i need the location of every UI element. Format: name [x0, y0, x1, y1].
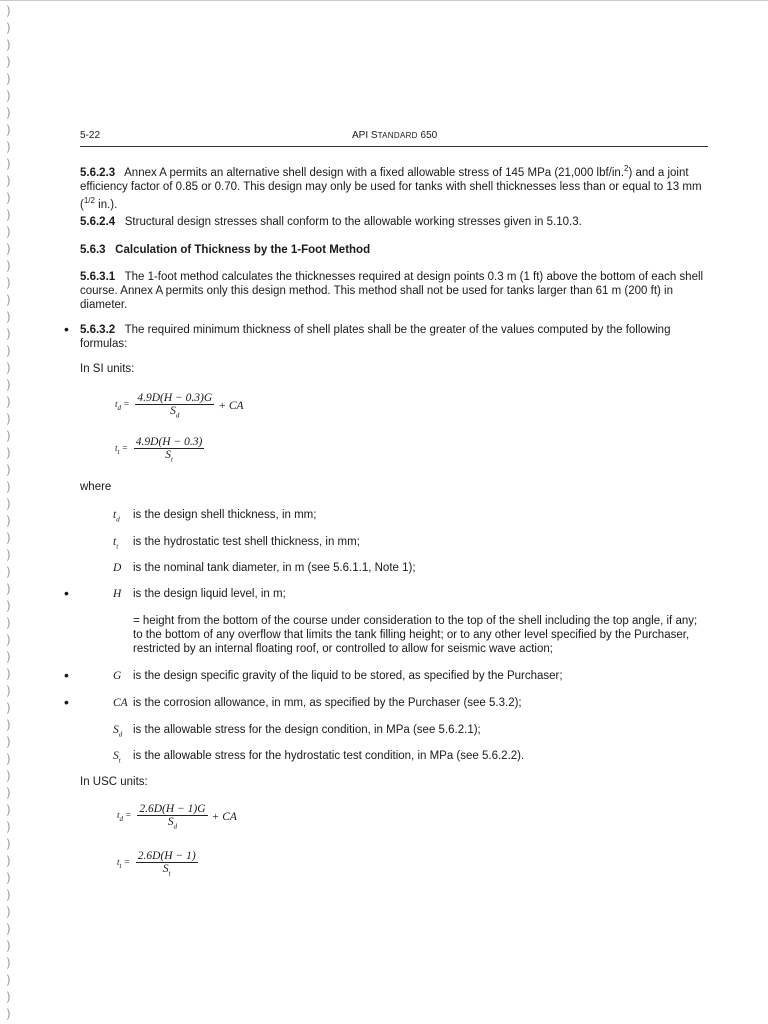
binding-hole-mark: ): [6, 72, 11, 86]
change-bullet: •: [64, 585, 69, 601]
binding-holes-margin: [4, 0, 18, 1024]
binding-hole-mark: ): [6, 378, 11, 392]
binding-hole-mark: ): [6, 361, 11, 375]
binding-hole-mark: ): [6, 259, 11, 273]
binding-hole-mark: ): [6, 446, 11, 460]
binding-hole-mark: ): [6, 548, 11, 562]
binding-hole-mark: ): [6, 939, 11, 953]
binding-hole-mark: ): [6, 344, 11, 358]
binding-hole-mark: ): [6, 990, 11, 1004]
binding-hole-mark: ): [6, 225, 11, 239]
binding-hole-mark: ): [6, 106, 11, 120]
binding-hole-mark: ): [6, 4, 11, 18]
binding-hole-mark: ): [6, 310, 11, 324]
binding-hole-mark: ): [6, 208, 11, 222]
binding-hole-mark: ): [6, 327, 11, 341]
binding-hole-mark: ): [6, 293, 11, 307]
binding-hole-mark: ): [6, 429, 11, 443]
si-units-label: In SI units:: [80, 363, 135, 375]
binding-hole-mark: ): [6, 140, 11, 154]
binding-hole-mark: ): [6, 803, 11, 817]
binding-hole-mark: ): [6, 276, 11, 290]
binding-hole-mark: ): [6, 565, 11, 579]
running-header: API STANDARD 650: [352, 130, 438, 141]
scan-top-edge: [0, 0, 768, 1]
definition-h: H is the design liquid level, in m;: [113, 588, 286, 600]
binding-hole-mark: ): [6, 123, 11, 137]
binding-hole-mark: ): [6, 752, 11, 766]
binding-hole-mark: ): [6, 89, 11, 103]
si-formula-td: $t_d$ = $\frac{4.9D(H - 0.3)G}{S_d}$ + CA: [115, 392, 244, 420]
binding-hole-mark: ): [6, 667, 11, 681]
binding-hole-mark: ): [6, 174, 11, 188]
binding-hole-mark: ): [6, 514, 11, 528]
binding-hole-mark: ): [6, 905, 11, 919]
paragraph-5-6-2-3: 5.6.2.3 Annex A permits an alternative shell design with a fixed allowable stress of 145 MPa (21,000 lbf/in.$^2$) and a joint efficiency factor of 0.85 or 0.70. This design may only be used for tanks with shell thicknesses less than or equal to 13 mm ($^{1/2}$ in.).: [80, 164, 702, 211]
paragraph-5-6-2-4: 5.6.2.4 Structural design stresses shall conform to the allowable working stresses given in 5.10.3.: [80, 216, 582, 228]
si-formula-tt: $t_t$ = $\frac{4.9D(H - 0.3)}{S_t}$: [115, 436, 203, 464]
binding-hole-mark: ): [6, 820, 11, 834]
binding-hole-mark: ): [6, 701, 11, 715]
binding-hole-mark: ): [6, 786, 11, 800]
definition-d: D is the nominal tank diameter, in m (see 5.6.1.1, Note 1);: [113, 562, 416, 574]
binding-hole-mark: ): [6, 888, 11, 902]
binding-hole-mark: ): [6, 735, 11, 749]
binding-hole-mark: ): [6, 463, 11, 477]
binding-hole-mark: ): [6, 956, 11, 970]
definition-tt: $t_t$ is the hydrostatic test shell thickness, in mm;: [113, 536, 360, 551]
definition-g: G is the design specific gravity of the liquid to be stored, as specified by the Purchaser;: [113, 670, 563, 682]
usc-formula-tt: $t_t$ = $\frac{2.6D(H - 1)}{S_t}$: [117, 850, 196, 878]
binding-hole-mark: ): [6, 55, 11, 69]
header-rule: [80, 146, 708, 147]
change-bullet: •: [64, 667, 69, 683]
binding-hole-mark: ): [6, 616, 11, 630]
binding-hole-mark: ): [6, 599, 11, 613]
change-bullet: •: [64, 694, 69, 710]
binding-hole-mark: ): [6, 837, 11, 851]
binding-hole-mark: ): [6, 684, 11, 698]
binding-hole-mark: ): [6, 157, 11, 171]
binding-hole-mark: ): [6, 1007, 11, 1021]
binding-hole-mark: ): [6, 497, 11, 511]
binding-hole-mark: ): [6, 21, 11, 35]
binding-hole-mark: ): [6, 718, 11, 732]
binding-hole-mark: ): [6, 854, 11, 868]
binding-hole-mark: ): [6, 531, 11, 545]
binding-hole-mark: ): [6, 650, 11, 664]
definition-h-continuation: = height from the bottom of the course under consideration to the top of the shell including the top angle, if any; to the bottom of any overflow that limits the tank filling height; or to any other level specified by the Purchaser, restricted by an internal floating roof, or controlled to allow for seismic wave action;: [133, 615, 698, 655]
binding-hole-mark: ): [6, 480, 11, 494]
paragraph-5-6-3-2: 5.6.3.2 The required minimum thickness of shell plates shall be the greater of the values computed by the following formulas:: [80, 324, 671, 350]
binding-hole-mark: ): [6, 769, 11, 783]
binding-hole-mark: ): [6, 191, 11, 205]
binding-hole-mark: ): [6, 871, 11, 885]
page-number: 5-22: [80, 130, 101, 141]
binding-hole-mark: ): [6, 38, 11, 52]
binding-hole-mark: ): [6, 633, 11, 647]
binding-hole-mark: ): [6, 973, 11, 987]
binding-hole-mark: ): [6, 582, 11, 596]
definition-ca: CA is the corrosion allowance, in mm, as specified by the Purchaser (see 5.3.2);: [113, 697, 522, 709]
binding-hole-mark: ): [6, 922, 11, 936]
section-heading-5-6-3: 5.6.3 Calculation of Thickness by the 1-Foot Method: [80, 244, 371, 256]
definition-st: $S_t$ is the allowable stress for the hydrostatic test condition, in MPa (see 5.6.2.2).: [113, 750, 525, 765]
paragraph-5-6-3-1: 5.6.3.1 The 1-foot method calculates the thicknesses required at design points 0.3 m (1 ft) above the bottom of each shell course. Annex A permits only this design method. This method shall not be used for tanks larger than 61 m (200 ft) in diameter.: [80, 271, 704, 311]
usc-formula-td: $t_d$ = $\frac{2.6D(H - 1)G}{S_d}$ + CA: [117, 803, 237, 831]
usc-units-label: In USC units:: [80, 776, 148, 788]
binding-hole-mark: ): [6, 412, 11, 426]
binding-hole-mark: ): [6, 395, 11, 409]
definition-sd: $S_d$ is the allowable stress for the design condition, in MPa (see 5.6.2.1);: [113, 724, 481, 739]
where-label: where: [80, 481, 112, 493]
definition-td: $t_d$ is the design shell thickness, in mm;: [113, 509, 317, 524]
binding-hole-mark: ): [6, 242, 11, 256]
change-bullet: •: [64, 321, 69, 337]
